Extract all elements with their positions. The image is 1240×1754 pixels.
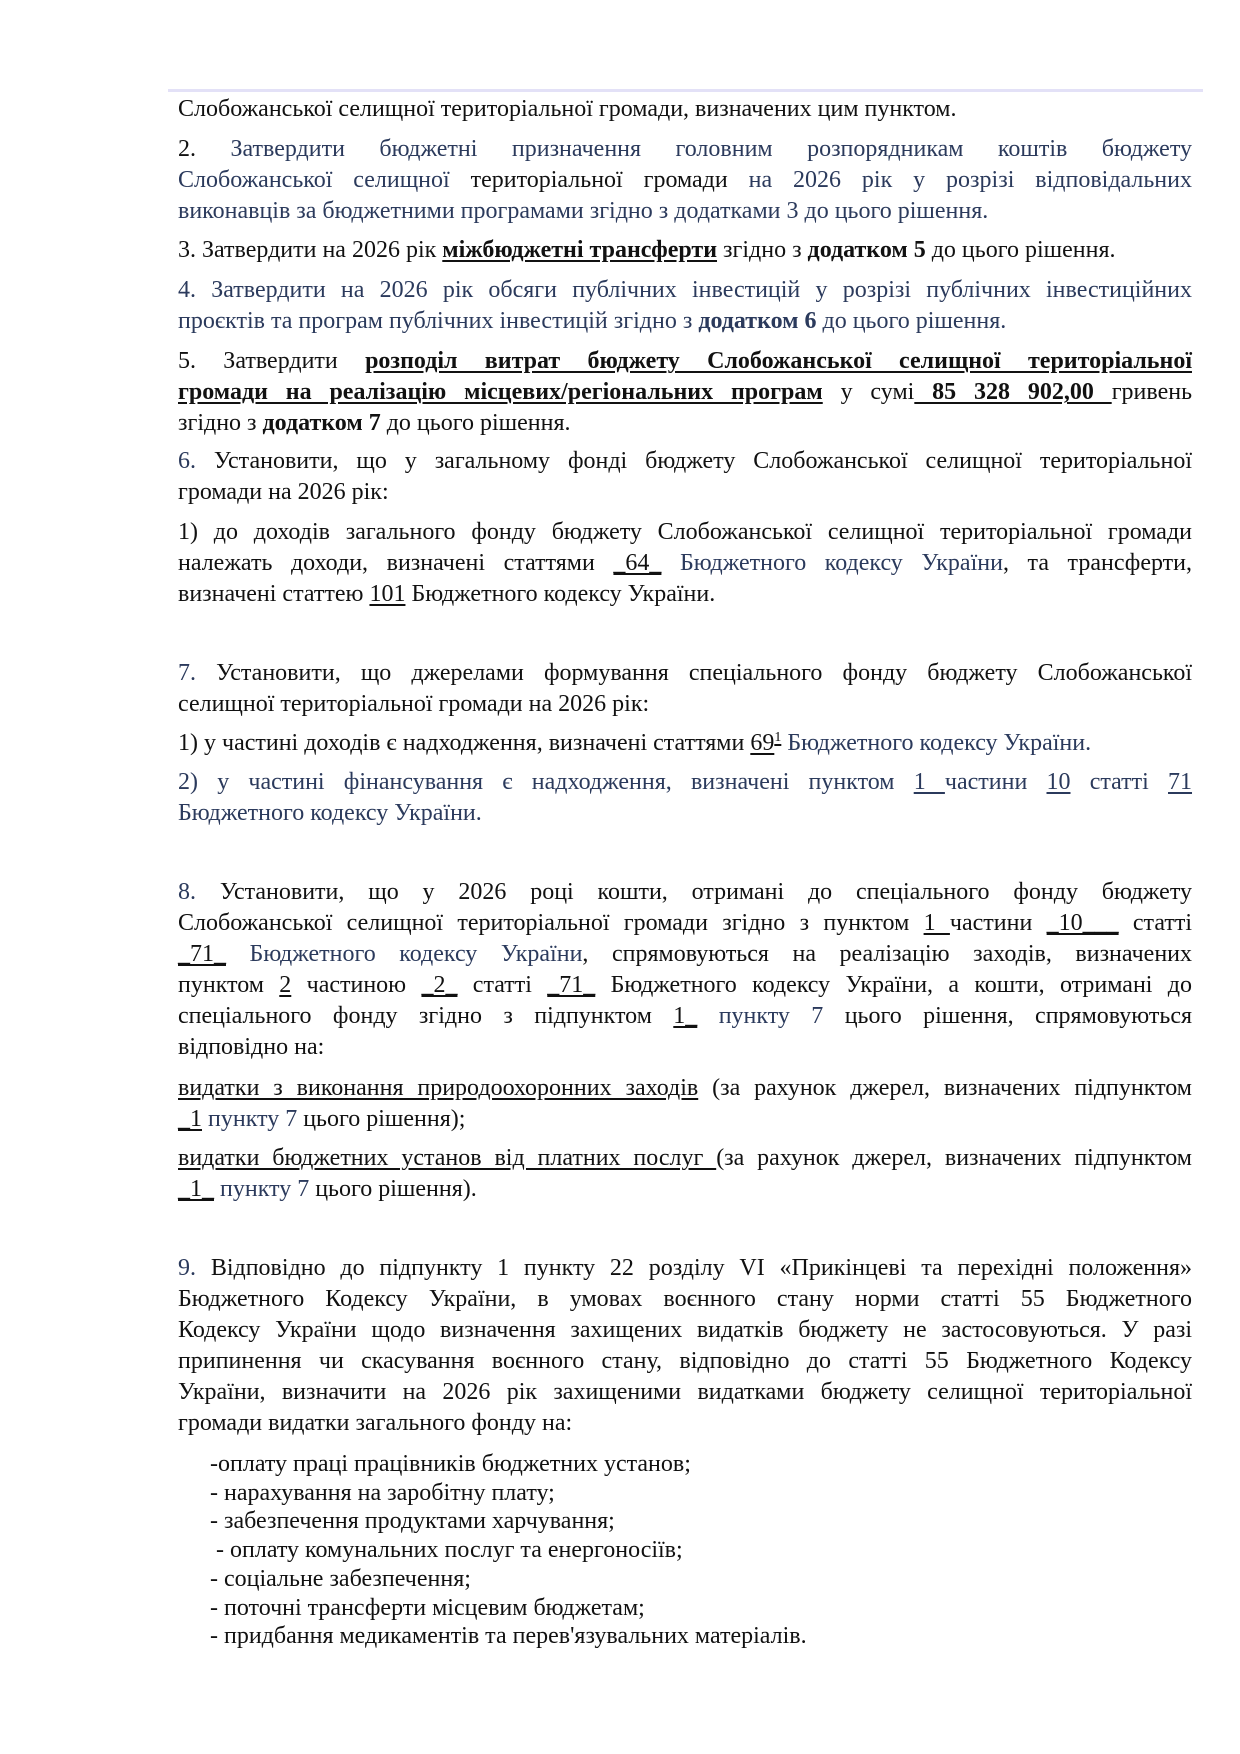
text-run: додатком 5 — [807, 237, 926, 263]
underlined-text: _71_ — [178, 941, 226, 967]
text-line — [178, 689, 1192, 720]
list-item: - нарахування на заробітну плату; — [210, 1479, 555, 1506]
text-run: Установити, що у загальному фонді бюджету Слобожанської селищної територіальної — [213, 448, 1193, 474]
text-line — [178, 235, 1192, 266]
text-run: цього рішення). — [309, 1176, 477, 1202]
text-run: до цього рішення. — [925, 237, 1116, 263]
text-line — [178, 970, 1192, 1001]
list-item: - оплату комунальних послуг та енергоносіїв; — [210, 1537, 683, 1564]
text-run: територіальної громади — [470, 167, 749, 193]
paragraph-p8 — [178, 877, 1192, 1063]
paragraph-p6-1 — [178, 517, 1192, 610]
text-line — [178, 408, 1192, 439]
text-line — [178, 1315, 1192, 1346]
paragraph-p6 — [178, 446, 1192, 508]
protected-expenses-list — [210, 1450, 807, 1651]
text-run: визначені статтею — [178, 581, 370, 607]
text-run: пунктом — [178, 972, 280, 998]
text-run: пункту 7 — [697, 1003, 824, 1029]
text-run: 9. — [178, 1255, 211, 1281]
text-run: 7. — [178, 660, 217, 686]
text-run: Відповідно до підпункту 1 пункту 22 розділу VI «Прикінцеві та перехідні положення» — [210, 1255, 1193, 1281]
text-run: Слобожанської селищної територіальної громади, визначених цим пунктом. — [178, 96, 957, 122]
text-run: Бюджетного кодексу України. — [405, 581, 716, 607]
text-line — [178, 579, 1192, 610]
text-line — [178, 346, 1192, 377]
underlined-text: _71_ — [547, 972, 596, 998]
text-line — [178, 1408, 1192, 1439]
text-run: Бюджетного кодексу України — [661, 550, 1003, 576]
text-run: селищної територіальної громади на 2026 рік: — [178, 691, 650, 717]
underlined-text: 85 328 902,00 — [914, 379, 1112, 405]
text-run: Слобожанської селищної територіальної громади згідно з пунктом — [178, 910, 924, 936]
text-run: гривень — [1111, 379, 1193, 405]
underlined-text: 10 — [1046, 769, 1071, 795]
paragraph-p1-tail — [178, 94, 1192, 125]
text-run: Бюджетного кодексу України — [226, 941, 583, 967]
text-line — [178, 517, 1192, 548]
underlined-text: _2_ — [421, 972, 458, 998]
text-line — [178, 1001, 1192, 1032]
paragraph-p7-1 — [178, 728, 1192, 759]
paragraph-p4 — [178, 275, 1192, 337]
paragraph-p7 — [178, 658, 1192, 720]
text-run: цього рішення, спрямовуються — [823, 1003, 1193, 1029]
text-run: додатком 6 — [698, 308, 817, 334]
text-run: Кодексу України щодо визначення захищених видатків бюджету не застосовуються. У разі — [178, 1317, 1192, 1343]
text-line — [178, 275, 1192, 306]
text-line — [178, 1032, 1192, 1063]
text-line — [178, 877, 1192, 908]
text-run: пункту 7 — [214, 1176, 310, 1202]
text-run: припинення чи скасування воєнного стану, відповідно до статті 55 Бюджетного Кодексу — [178, 1348, 1192, 1374]
text-run: Бюджетного Кодексу України, в умовах воєнного стану норми статті 55 Бюджетного — [178, 1286, 1192, 1312]
paragraph-p2 — [178, 134, 1192, 227]
text-run: Установити, що у 2026 році кошти, отримані до спеціального фонду бюджету — [219, 879, 1193, 905]
text-run: Бюджетного кодексу України. — [781, 730, 1092, 756]
text-run: (за рахунок джерел, визначених підпунктом — [698, 1075, 1192, 1101]
header-divider — [168, 89, 1203, 92]
text-run: 8. — [178, 879, 220, 905]
text-run: громади видатки загального фонду на: — [178, 1410, 573, 1436]
text-run: (за рахунок джерел, визначених підпунктом — [716, 1145, 1192, 1171]
text-run: відповідно на: — [178, 1034, 325, 1060]
text-run: згідно з — [178, 410, 263, 436]
text-line — [178, 446, 1192, 477]
text-run: 1) у частині доходів є надходження, визначені статтями — [178, 730, 751, 756]
text-line — [178, 908, 1192, 939]
paragraph-p9 — [178, 1253, 1192, 1439]
underlined-text: 69 — [750, 730, 775, 756]
paragraph-p8-a — [178, 1073, 1192, 1135]
underlined-text: 1 — [913, 769, 945, 795]
underlined-text: _10___ — [1046, 910, 1119, 936]
text-line — [178, 1253, 1192, 1284]
text-line — [178, 196, 1192, 227]
text-run: проєктів та програм публічних інвестицій згідно з — [178, 308, 699, 334]
text-line — [178, 377, 1192, 408]
underlined-text: 1 — [774, 730, 782, 745]
text-run: 4. Затвердити на 2026 рік обсяги публічних інвестицій у розрізі публічних інвестиційних — [178, 277, 1192, 303]
text-run: статті — [457, 972, 548, 998]
text-line — [178, 1143, 1192, 1174]
text-run: додатком 7 — [262, 410, 381, 436]
text-run: Затвердити бюджетні призначення головним розпорядникам коштів бюджету — [230, 136, 1193, 162]
underlined-text: 2 — [279, 972, 292, 998]
text-line — [178, 767, 1192, 798]
text-line — [178, 1284, 1192, 1315]
text-line — [178, 165, 1192, 196]
underlined-text: _1 — [178, 1106, 202, 1132]
text-run: статті — [1118, 910, 1193, 936]
list-item: - придбання медикаментів та перев'язувальних матеріалів. — [210, 1623, 807, 1650]
text-run: України, визначити на 2026 рік захищеними видатками бюджету селищної територіальної — [178, 1379, 1192, 1405]
text-run: Установити, що джерелами формування спеціального фонду бюджету Слобожанської — [216, 660, 1193, 686]
underlined-text: розподіл витрат бюджету Слобожанської селищної територіальної — [365, 348, 1192, 374]
text-line — [178, 1377, 1192, 1408]
underlined-text: видатки бюджетних установ від платних послуг — [178, 1145, 717, 1171]
underlined-text: 71 — [1168, 769, 1193, 795]
list-item: -оплату праці працівників бюджетних установ; — [210, 1451, 691, 1477]
text-run: спеціального фонду згідно з підпунктом — [178, 1003, 674, 1029]
text-run: 5. Затвердити — [178, 348, 366, 374]
text-run: на 2026 рік у розрізі відповідальних — [748, 167, 1192, 193]
text-line — [178, 1104, 1192, 1135]
text-line — [178, 548, 1192, 579]
paragraph-p7-2 — [178, 767, 1192, 829]
text-run: Бюджетного кодексу України, а кошти, отримані до — [595, 972, 1193, 998]
text-run: 2. — [178, 136, 231, 162]
underlined-text: _64_ — [613, 550, 662, 576]
text-run: у сумі — [822, 379, 915, 405]
list-item: - соціальне забезпечення; — [210, 1565, 471, 1592]
text-line — [178, 477, 1192, 508]
text-run: , спрямовуються на реалізацію заходів, визначених — [582, 941, 1193, 967]
text-run: частини — [949, 910, 1047, 936]
text-run: частиною — [291, 972, 422, 998]
underlined-text: міжбюджетні трансферти — [442, 237, 718, 263]
text-run: громади на 2026 рік: — [178, 479, 389, 505]
text-line — [178, 1346, 1192, 1377]
text-line — [178, 1174, 1192, 1205]
text-line — [178, 798, 1192, 829]
underlined-text: 101 — [369, 581, 406, 607]
underlined-text: _1_ — [178, 1176, 214, 1202]
paragraph-p8-b — [178, 1143, 1192, 1205]
text-run: цього рішення); — [297, 1106, 466, 1132]
text-line — [178, 658, 1192, 689]
underlined-text: видатки з виконання природоохоронних заходів — [178, 1075, 699, 1101]
text-run: до цього рішення. — [816, 308, 1007, 334]
underlined-text: громади на реалізацію місцевих/регіональних програм — [178, 379, 823, 405]
text-line — [178, 1073, 1192, 1104]
paragraph-p3 — [178, 235, 1192, 266]
underlined-text: 1_ — [673, 1003, 698, 1029]
text-line — [178, 306, 1192, 337]
paragraph-p5 — [178, 346, 1192, 439]
list-item: - забезпечення продуктами харчування; — [210, 1508, 615, 1535]
text-run: до цього рішення. — [380, 410, 571, 436]
underlined-text: 1 — [923, 910, 950, 936]
text-run: статті — [1070, 769, 1169, 795]
text-run: належать доходи, визначені статтями — [178, 550, 614, 576]
text-run: , та трансферти, — [1002, 550, 1193, 576]
text-run: Слобожанської селищної — [178, 167, 471, 193]
text-run: пункту 7 — [202, 1106, 298, 1132]
text-run: 2) у частині фінансування є надходження, визначені пунктом — [178, 769, 914, 795]
text-run: 6. — [178, 448, 214, 474]
list-item: - поточні трансферти місцевим бюджетам; — [210, 1594, 645, 1621]
text-line — [178, 728, 1192, 759]
text-run: виконавців за бюджетними програмами згідно з додатками 3 до цього рішення. — [178, 198, 989, 224]
text-line — [178, 134, 1192, 165]
text-run: 1) до доходів загального фонду бюджету Слобожанської селищної територіальної громади — [178, 519, 1192, 545]
text-run: згідно з — [717, 237, 808, 263]
text-run: 3. Затвердити на 2026 рік — [178, 237, 443, 263]
text-run: частини — [944, 769, 1047, 795]
text-line — [178, 94, 1192, 125]
text-line — [178, 939, 1192, 970]
text-run: Бюджетного кодексу України. — [178, 800, 482, 826]
